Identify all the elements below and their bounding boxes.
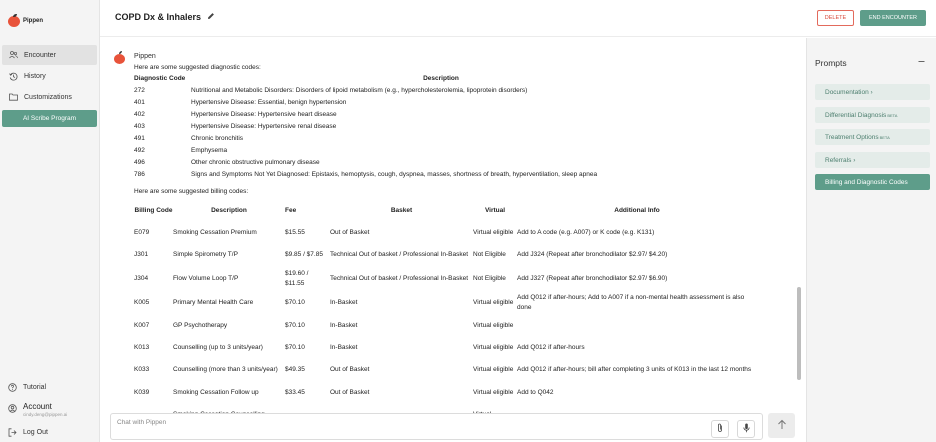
sidebar-item-label: Encounter <box>24 51 56 59</box>
billing-basket-cell: In-Basket <box>330 298 358 306</box>
billing-code-cell: E079 <box>134 229 150 237</box>
billing-info-cell: Add Q012 if after-hours; bill after completing 3 units of K013 in the last 12 months <box>517 366 752 374</box>
billing-info-cell: Add Q012 if after-hours; Add to A007 if a non-mental health assessment is also done <box>517 293 745 311</box>
sidebar-item-history[interactable] <box>2 66 97 86</box>
diag-desc-cell: Hypertensive Disease: Hypertensive renal disease <box>191 122 337 130</box>
users-icon <box>9 51 18 60</box>
sidebar-nav <box>2 45 97 108</box>
sidebar-bottom <box>8 380 98 439</box>
history-icon <box>9 72 18 81</box>
diag-desc-cell: Signs and Symptoms Not Yet Diagnosed: Epistaxis, hemoptysis, cough, dyspnea, masses, shortness of breath, hyperventilation, sleep apnea <box>191 170 598 178</box>
table-row <box>134 156 691 168</box>
send-button[interactable] <box>768 413 795 438</box>
attach-button[interactable] <box>711 420 729 438</box>
billing-basket-cell: Technical Out of basket / Professional In-Basket <box>330 251 469 259</box>
tutorial-link[interactable] <box>8 380 98 394</box>
tutorial-label: Tutorial <box>23 383 47 391</box>
billing-desc-cell: Smoking Cessation Follow up <box>173 388 259 396</box>
billing-basket-cell: In-Basket <box>330 321 358 329</box>
billing-codes-table <box>134 198 757 426</box>
billing-code-cell: J301 <box>134 251 149 259</box>
sidebar <box>0 0 100 442</box>
billing-desc-cell: Primary Mental Health Care <box>173 298 254 306</box>
prompt-differential-diagnosis-button[interactable] <box>815 107 930 123</box>
microphone-icon <box>743 423 750 435</box>
logout-link[interactable] <box>8 425 98 439</box>
delete-button[interactable]: DELETE <box>817 10 854 26</box>
table-header-row <box>134 198 757 222</box>
edit-pencil-icon[interactable] <box>207 12 215 22</box>
billing-info-header: Additional Info <box>614 206 660 214</box>
prompt-label: Billing and Diagnostic Codes <box>825 178 908 186</box>
billing-virtual-cell: Virtual eligible <box>473 388 514 396</box>
prompt-billing-codes-button[interactable] <box>815 174 930 190</box>
billing-fee-cell: $49.35 <box>285 366 305 374</box>
diag-code-cell: 786 <box>134 170 145 178</box>
prompts-title: Prompts <box>815 58 847 68</box>
diag-code-cell: 403 <box>134 122 145 130</box>
beta-badge: BETA <box>879 134 890 140</box>
billing-code-cell: K039 <box>134 388 150 396</box>
billing-fee-header: Fee <box>285 206 297 214</box>
brand-name: Pippen <box>23 17 44 24</box>
diag-code-cell: 492 <box>134 146 145 154</box>
account-label: Account <box>23 402 52 411</box>
sidebar-item-customizations[interactable] <box>2 87 97 107</box>
brand-logo[interactable] <box>8 14 43 27</box>
prompt-treatment-options-button[interactable] <box>815 129 930 145</box>
beta-badge: BETA <box>887 112 898 118</box>
billing-basket-header: Basket <box>390 206 413 214</box>
diag-desc-cell: Chronic bronchitis <box>191 134 244 142</box>
diag-desc-cell: Hypertensive Disease: Essential, benign hypertension <box>191 98 347 106</box>
billing-info-cell <box>517 315 757 337</box>
billing-virtual-cell: Virtual eligible <box>473 321 514 329</box>
diagnostic-intro: Here are some suggested diagnostic codes: <box>134 64 261 71</box>
logout-label: Log Out <box>23 428 48 436</box>
billing-basket-cell: Out of Basket <box>330 229 370 237</box>
chevron-right-icon: › <box>870 88 873 96</box>
table-row <box>134 222 757 244</box>
table-row <box>134 168 691 180</box>
billing-fee-cell: $70.10 <box>285 298 305 306</box>
chat-input-bar <box>110 413 763 440</box>
end-encounter-button[interactable]: END ENCOUNTER <box>860 10 926 26</box>
user-circle-icon <box>8 404 17 413</box>
account-link[interactable] <box>8 402 98 417</box>
help-circle-icon <box>8 383 17 392</box>
chat-scrollbar-thumb[interactable] <box>797 287 801 380</box>
billing-basket-cell: Technical Out of basket / Professional In-Basket <box>330 274 469 282</box>
table-row <box>134 120 691 132</box>
table-row <box>134 381 757 403</box>
diag-desc-cell: Hypertensive Disease: Hypertensive heart disease <box>191 110 337 118</box>
diagnostic-codes-table <box>134 73 691 180</box>
prompt-documentation-button[interactable] <box>815 84 930 100</box>
billing-basket-cell: Out of Basket <box>330 388 370 396</box>
billing-virtual-cell: Virtual eligible <box>473 229 514 237</box>
prompt-referrals-button[interactable] <box>815 152 930 168</box>
diag-code-cell: 402 <box>134 110 145 118</box>
table-row <box>134 108 691 120</box>
arrow-up-icon <box>777 419 787 433</box>
billing-info-cell: Add Q012 if after-hours <box>517 344 585 352</box>
billing-basket-cell: In-Basket <box>330 344 358 352</box>
table-header-row <box>134 73 691 84</box>
diag-code-cell: 272 <box>134 86 145 94</box>
billing-info-cell: Add J324 (Repeat after bronchodilator $2.97/ $4.20) <box>517 251 668 259</box>
billing-info-cell: Add J327 (Repeat after bronchodilator $2.97/ $6.90) <box>517 274 668 282</box>
diag-code-cell: 491 <box>134 134 145 142</box>
billing-virtual-header: Virtual <box>484 206 506 214</box>
table-row <box>134 132 691 144</box>
page-title: COPD Dx & Inhalers <box>115 12 202 22</box>
billing-fee-cell: $70.10 <box>285 344 305 352</box>
billing-fee-cell: $9.85 / $7.85 <box>285 251 323 259</box>
billing-virtual-cell: Virtual eligible <box>473 366 514 374</box>
billing-desc-cell: Counselling (more than 3 units/year) <box>173 366 278 374</box>
billing-virtual-cell: Not Eligible <box>473 251 506 259</box>
billing-desc-cell: Smoking Cessation Premium <box>173 229 257 237</box>
prompts-panel <box>806 38 936 442</box>
prompt-label: Differential Diagnosis <box>825 111 887 119</box>
table-row <box>134 359 757 381</box>
chat-input[interactable] <box>117 419 697 426</box>
message-sender: Pippen <box>134 53 156 60</box>
billing-desc-cell: GP Psychotherapy <box>173 321 228 329</box>
billing-info-cell: Add to A code (e.g. A007) or K code (e.g. K131) <box>517 229 655 237</box>
diag-desc-cell: Emphysema <box>191 146 228 154</box>
diag-desc-cell: Other chronic obstructive pulmonary disease <box>191 158 320 166</box>
sidebar-item-label: History <box>24 72 46 80</box>
diag-code-cell: 401 <box>134 98 145 106</box>
table-row <box>134 337 757 359</box>
sidebar-item-encounter[interactable] <box>2 45 97 65</box>
diag-code-header: Diagnostic Code <box>134 75 186 82</box>
billing-fee-cell: $15.55 <box>285 229 305 237</box>
billing-code-cell: K005 <box>134 298 150 306</box>
diag-desc-header: Description <box>423 75 459 82</box>
page-header <box>100 0 936 37</box>
billing-desc-cell: Flow Volume Loop T/P <box>173 274 239 282</box>
pippen-avatar-icon <box>114 51 126 64</box>
microphone-button[interactable] <box>737 420 755 438</box>
logout-icon <box>8 428 17 437</box>
billing-desc-cell: Counselling (up to 3 units/year) <box>173 344 263 352</box>
billing-intro: Here are some suggested billing codes: <box>134 188 249 195</box>
billing-code-cell: J304 <box>134 274 149 282</box>
prompt-label: Referrals <box>825 156 852 164</box>
prompt-label: Documentation <box>825 88 869 96</box>
billing-virtual-cell: Not Eligible <box>473 274 506 282</box>
billing-basket-cell: Out of Basket <box>330 366 370 374</box>
table-row <box>134 84 691 96</box>
billing-code-cell: K007 <box>134 321 150 329</box>
table-row <box>134 315 757 337</box>
diag-code-cell: 496 <box>134 158 145 166</box>
table-row <box>134 144 691 156</box>
table-row <box>134 291 757 315</box>
billing-code-cell: K013 <box>134 344 150 352</box>
table-row <box>134 267 757 291</box>
billing-code-header: Billing Code <box>134 206 173 214</box>
billing-code-cell: K033 <box>134 366 150 374</box>
ai-scribe-program-button[interactable]: AI Scribe Program <box>2 110 97 127</box>
billing-fee-cell: $19.60 / $11.55 <box>285 269 309 287</box>
collapse-minus-icon[interactable] <box>918 57 925 67</box>
sidebar-item-label: Customizations <box>24 93 72 101</box>
billing-virtual-cell: Virtual eligible <box>473 298 514 306</box>
apple-logo-icon <box>8 14 20 27</box>
folder-icon <box>9 93 18 102</box>
encounter-title <box>115 12 215 22</box>
paperclip-icon <box>717 423 723 435</box>
billing-info-cell: Add to Q042 <box>517 388 554 396</box>
billing-fee-cell: $70.10 <box>285 321 305 329</box>
prompt-label: Treatment Options <box>825 133 879 141</box>
diag-desc-cell: Nutritional and Metabolic Disorders: Disorders of lipoid metabolism (e.g., hypercholesterolemia, lipoprotein disorders) <box>191 86 528 94</box>
chat-transcript <box>100 38 803 408</box>
billing-fee-cell: $33.45 <box>285 388 305 396</box>
billing-virtual-cell: Virtual eligible <box>473 344 514 352</box>
table-row <box>134 244 757 266</box>
table-row <box>134 96 691 108</box>
chevron-right-icon: › <box>853 156 856 164</box>
billing-desc-cell: Simple Spirometry T/P <box>173 251 238 259</box>
account-email: cindy.deng@pippen.ai <box>23 412 68 417</box>
billing-desc-header: Description <box>211 206 247 214</box>
